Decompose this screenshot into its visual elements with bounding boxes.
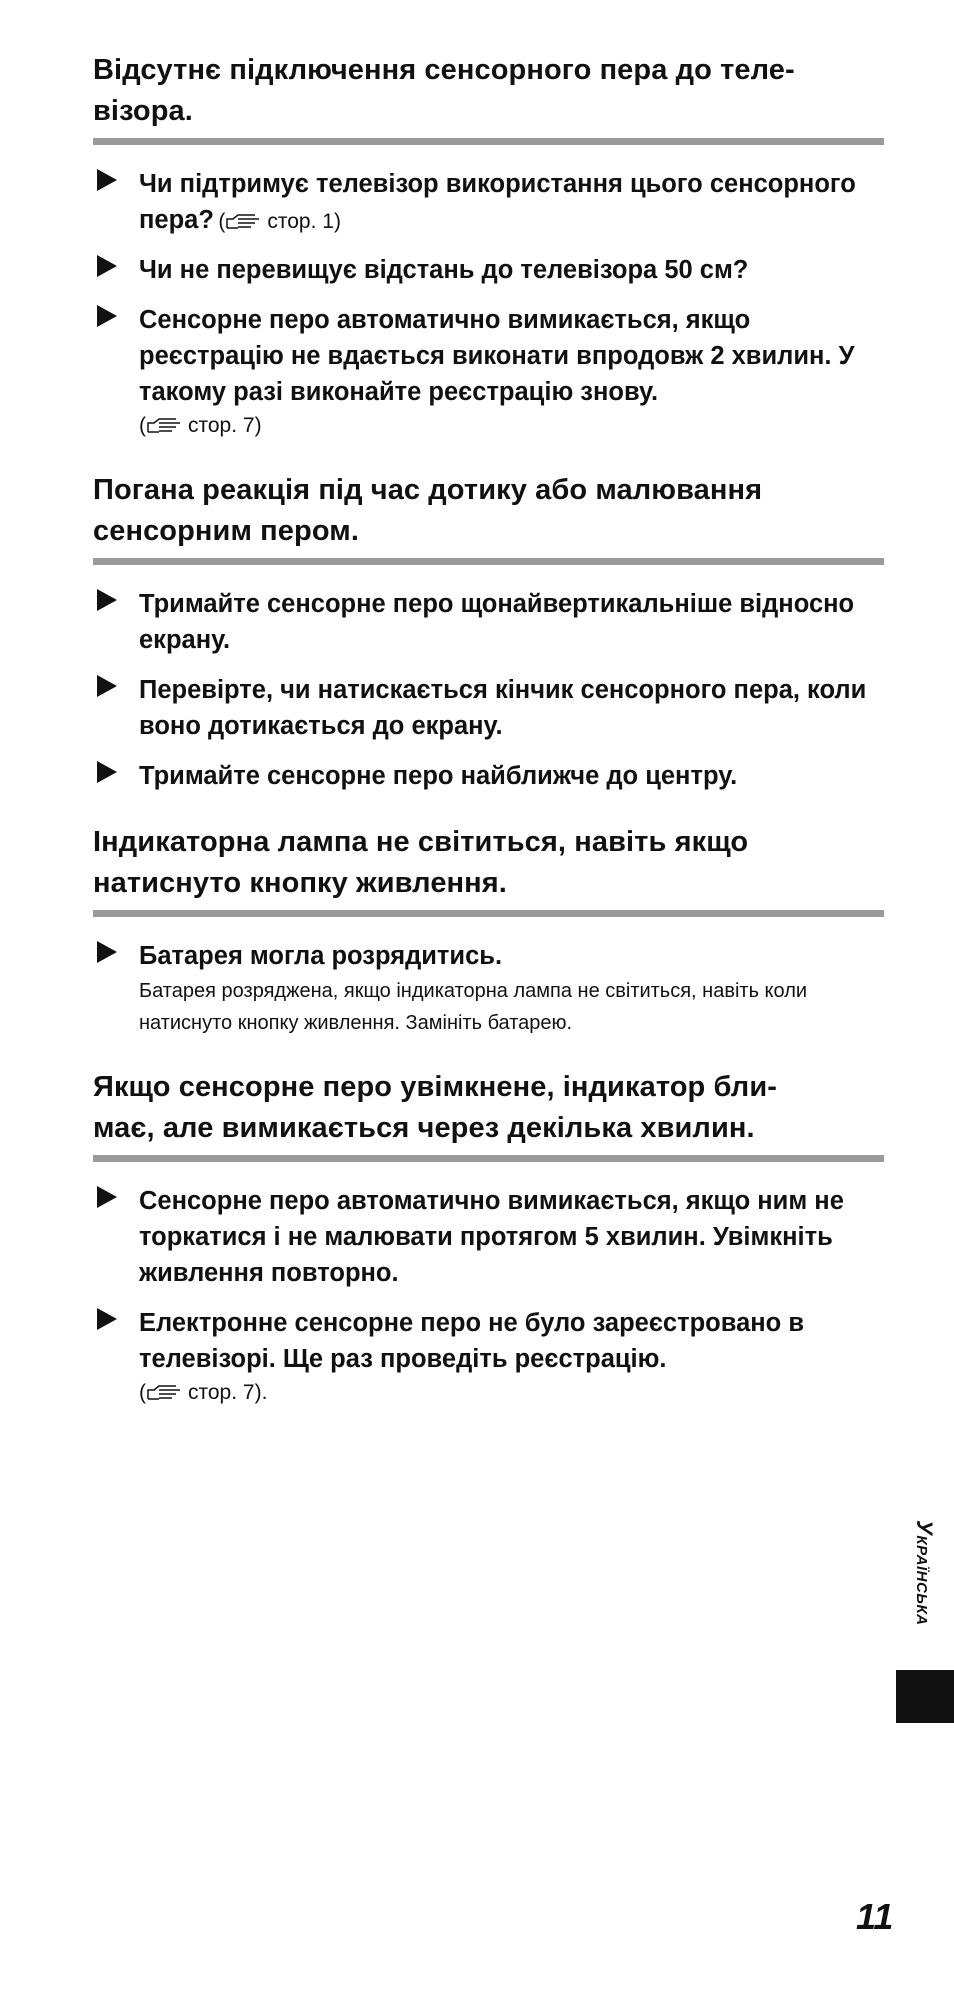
hand-pointer-icon xyxy=(146,1384,184,1402)
language-tab-marker xyxy=(896,1670,954,1723)
section-heading: Погана реакція під час дотику або малювання сенсорним пером. xyxy=(93,474,763,547)
hand-pointer-icon xyxy=(225,213,263,231)
triangle-bullet-icon xyxy=(97,941,117,963)
list-item xyxy=(93,166,884,238)
triangle-bullet-icon xyxy=(97,589,117,611)
section-divider xyxy=(93,910,884,917)
item-text: Чи не перевищує відстань до телевізора 50 см? xyxy=(139,256,749,284)
item-note: Батарея розряджена, якщо індикаторна лампа не світиться, навіть коли натиснуто кнопку живлення. Замініть батарею. xyxy=(139,980,808,1034)
heading-line-2: має, але вимикається через декілька хвилин. xyxy=(93,1112,755,1144)
list-item xyxy=(93,758,884,794)
section-divider xyxy=(93,1155,884,1162)
triangle-bullet-icon xyxy=(97,169,117,191)
hand-pointer-icon xyxy=(146,417,184,435)
section-heading: Індикаторна лампа не світиться, навіть якщо натиснуто кнопку живлення. xyxy=(93,826,749,899)
item-text: Батарея могла розрядитись. xyxy=(139,942,503,970)
list-item xyxy=(93,1183,884,1291)
page-reference: ( стор. 1) xyxy=(218,210,341,233)
page-reference: ( стор. 7). xyxy=(139,1381,268,1404)
list-item xyxy=(93,938,884,1039)
item-text: Електронне сенсорне перо не було зареєстровано в телевізорі. Ще раз проведіть реєстрацію. xyxy=(139,1309,805,1373)
list-item xyxy=(93,1305,884,1409)
item-text: Чи підтримує телевізор використання цього сенсорного пера? xyxy=(139,170,856,234)
item-text: Тримайте сенсорне перо щонайвертикальніше відносно екрану. xyxy=(139,590,855,654)
page-reference: ( стор. 7) xyxy=(139,414,262,437)
language-side-label: Українська xyxy=(912,1520,937,1626)
section-heading xyxy=(93,50,884,132)
section-poor-response xyxy=(93,470,884,794)
triangle-bullet-icon xyxy=(97,675,117,697)
triangle-bullet-icon xyxy=(97,761,117,783)
item-text: Сенсорне перо автоматично вимикається, якщо реєстрацію не вдається виконати впродовж 2 хвилин. У такому разі виконайте реєстрацію знову. xyxy=(139,306,855,406)
heading-line-1: Відсутнє підключення сенсорного пера до теле- xyxy=(93,54,795,86)
section-divider xyxy=(93,138,884,145)
section-indicator-off xyxy=(93,822,884,1039)
triangle-bullet-icon xyxy=(97,255,117,277)
list-item xyxy=(93,302,884,442)
heading-line-1: Якщо сенсорне перо увімкнене, індикатор бли- xyxy=(93,1071,778,1103)
item-text: Сенсорне перо автоматично вимикається, якщо ним не торкатися і не малювати протягом 5 хвилин. Увімкніть живлення повторно. xyxy=(139,1187,844,1287)
triangle-bullet-icon xyxy=(97,305,117,327)
triangle-bullet-icon xyxy=(97,1186,117,1208)
item-text: Перевірте, чи натискається кінчик сенсорного пера, коли воно дотикається до екрану. xyxy=(139,676,867,740)
troubleshooting-content xyxy=(93,50,884,1437)
section-heading xyxy=(93,1067,884,1149)
item-text: Тримайте сенсорне перо найближче до центру. xyxy=(139,762,738,790)
page-number: 11 xyxy=(856,1896,894,1937)
heading-line-2: візора. xyxy=(93,95,193,127)
list-item xyxy=(93,586,884,658)
list-item xyxy=(93,252,884,288)
section-no-connection xyxy=(93,50,884,442)
section-blinking-indicator xyxy=(93,1067,884,1409)
triangle-bullet-icon xyxy=(97,1308,117,1330)
section-divider xyxy=(93,558,884,565)
list-item xyxy=(93,672,884,744)
